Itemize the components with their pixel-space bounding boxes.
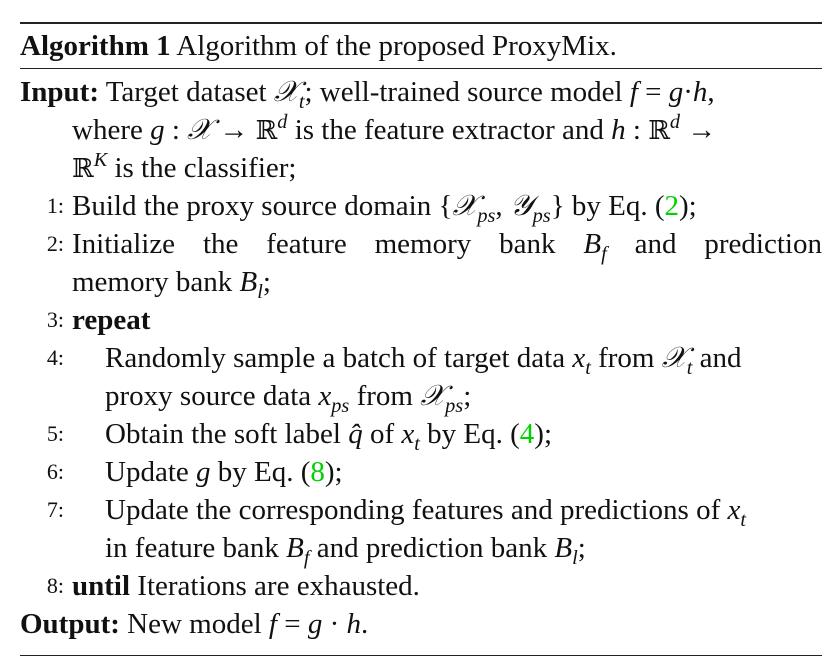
step-number: 2:	[46, 231, 64, 256]
step-number: 8:	[46, 573, 64, 598]
step-7-line-1: Update the corresponding features and predictions of $x_t$	[105, 494, 746, 532]
step-8: until Iterations are exhausted.	[72, 570, 420, 602]
step-number: 1:	[46, 193, 64, 218]
until-keyword: until	[72, 570, 131, 602]
step-1: Build the proxy source domain {𝒳$_{ps}$, 𝒴$_{ps}$} by Eq. (2);	[72, 190, 697, 228]
input-line-1: Input: Target dataset 𝒳$_t$; well-trained source model f = g·h,	[20, 76, 715, 114]
input-label: Input:	[20, 76, 99, 108]
algorithm-title	[20, 24, 822, 68]
step-3-repeat: repeat	[72, 304, 151, 336]
algorithm-body	[20, 73, 822, 653]
step-7-line-2: in feature bank $B_f$ and prediction bank $B_l$;	[105, 532, 586, 570]
input-line-3: ℝ$^K$ is the classifier;	[72, 148, 297, 184]
bottom-rule	[20, 655, 822, 656]
step-number: 6:	[46, 459, 64, 484]
eq-link-4[interactable]: 4	[519, 418, 535, 450]
step-2-line-1: Initialize the feature memory bank $B_f$ and prediction	[72, 228, 822, 266]
output-label: Output:	[20, 608, 120, 640]
eq-link-2[interactable]: 2	[664, 190, 679, 222]
step-4-line-1: Randomly sample a batch of target data $x_t$ from 𝒳$_t$ and	[105, 342, 742, 380]
output-line: Output: New model f = g · h.	[20, 608, 369, 640]
step-6: Update g by Eq. (8);	[105, 456, 343, 488]
step-number: 7:	[46, 497, 64, 522]
algorithm-label: Algorithm 1	[20, 30, 171, 62]
step-4-line-2: proxy source data $x_{ps}$ from 𝒳$_{ps}$;	[105, 380, 472, 418]
title-rule	[20, 68, 822, 69]
step-number: 5:	[46, 421, 64, 446]
step-number: 3:	[46, 307, 64, 332]
eq-link-8[interactable]: 8	[310, 456, 325, 488]
step-2-line-2: memory bank $B_l$;	[72, 266, 271, 304]
step-number: 4:	[46, 345, 64, 370]
step-5: Obtain the soft label q̂ of $x_t$ by Eq. (4);	[105, 418, 552, 456]
algorithm-title-text: Algorithm of the proposed ProxyMix.	[176, 30, 617, 62]
input-line-2: where g : 𝒳 → ℝ$^d$ is the feature extractor and h : ℝ$^d$ →	[72, 110, 717, 146]
algorithm-box	[20, 22, 822, 656]
